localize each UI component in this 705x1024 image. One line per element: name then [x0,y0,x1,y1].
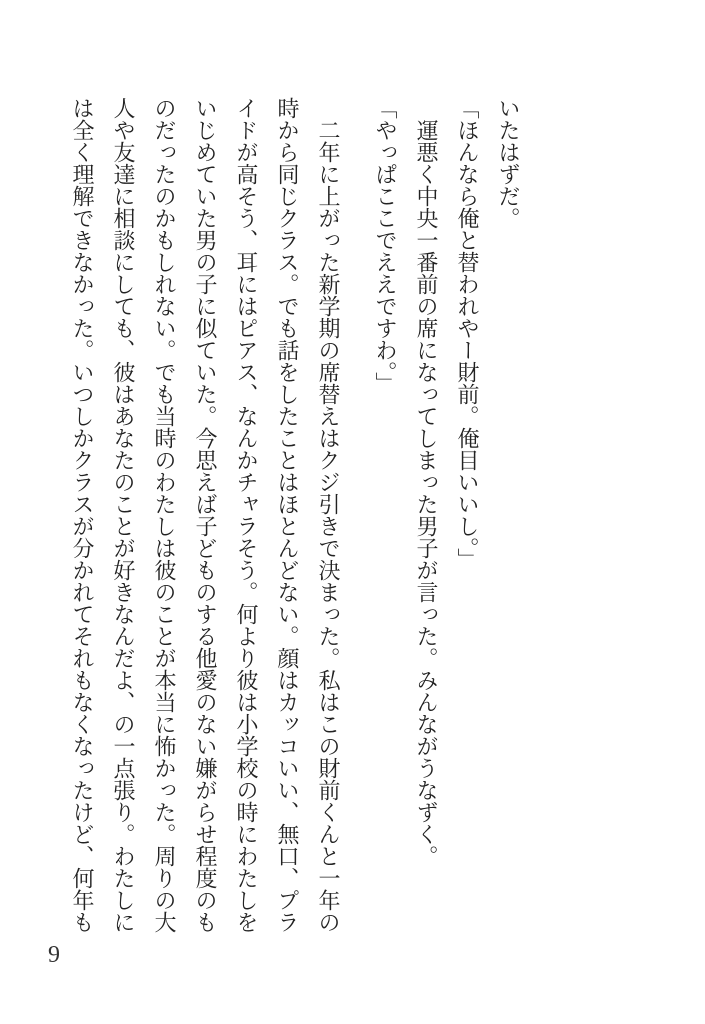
vertical-text-block [62,97,529,937]
paragraph-3: 運悪く中央一番前の席になってしまった男子が言った。みんながうなずく。 [414,119,439,867]
paragraph-1: いたはずだ。 [496,97,521,229]
paragraph-5: 二年に上がった新学期の席替えはクジ引きで決まった。私はこの財前くんと一年の時から同じクラス。でも話をしたことはほとんどない。顔はカッコいい、無口、プライドが高そう、耳にはピアス、なんかチャラそう。何より彼は小学校の時にわたしをいじめていた男の子に似ていた。今思えば子どものする他愛のない嫌がらせ程度のものだったのかもしれない。でも当時のわたしは彼のことが本当に怖かった。周りの大人や友達に相談にしても、彼はあなたのことが好きなんだよ、の一点張り。わたしには全く理解できなかった。いつしかクラスが分かれてそれもなくなったけど、何年も [70,97,341,933]
paragraph-4-dialogue: 「やっぱここでええですわ。」 [373,97,398,394]
paragraph-2-dialogue: 「ほんなら俺と替われやー財前。俺目いいし。」 [455,97,480,570]
page-number: 9 [48,942,60,968]
